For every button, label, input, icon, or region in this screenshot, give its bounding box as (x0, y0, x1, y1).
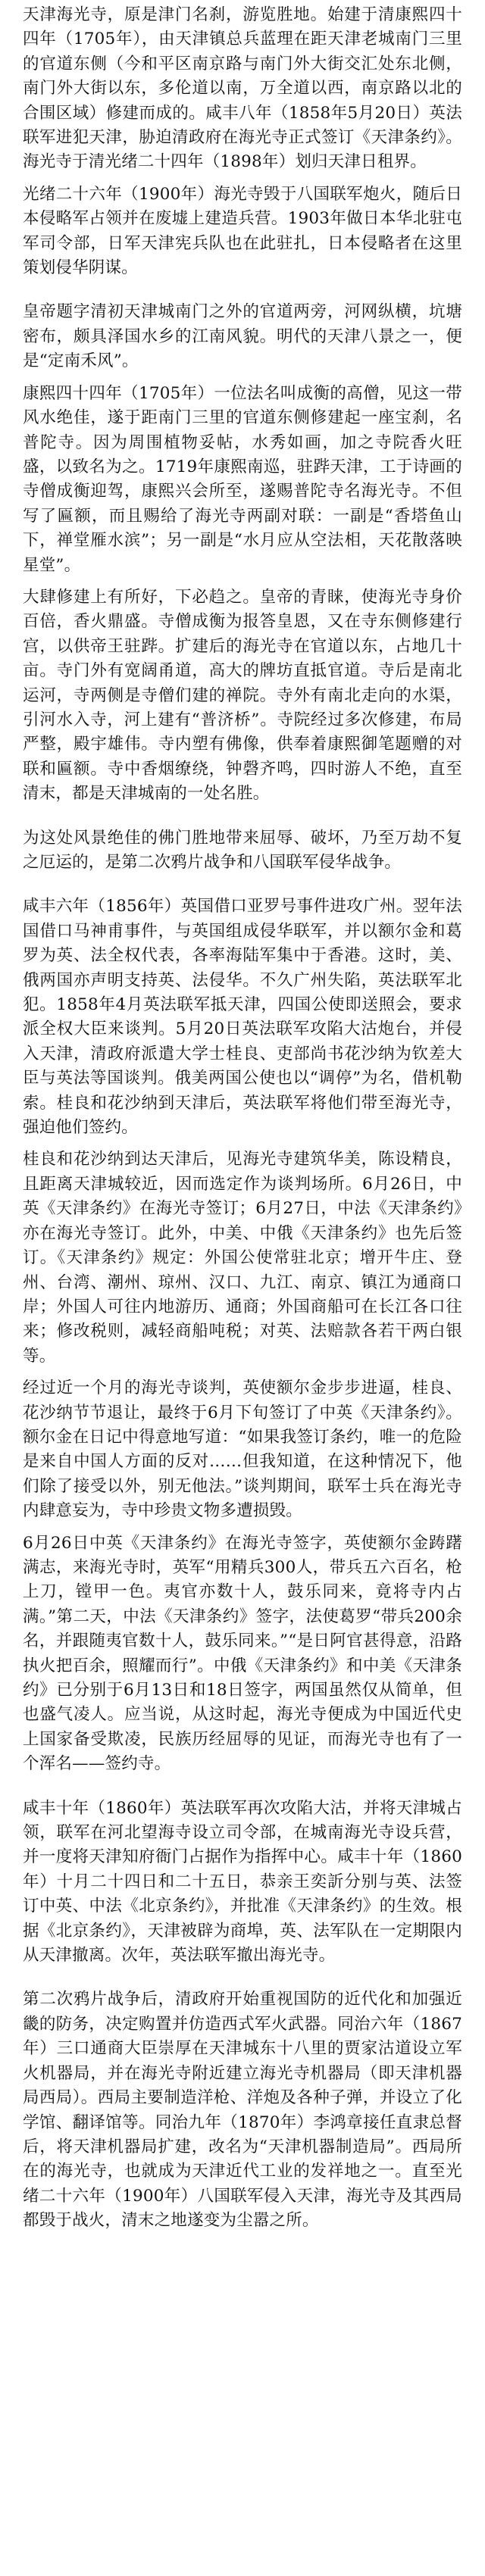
article-body (23, 3, 462, 2241)
paragraph: 咸丰六年（1856年）英国借口亚罗号事件进攻广州。翌年法国借口马神甫事件，与英国组成侵华联军，并以额尔金和葛罗为英、法全权代表，各率海陆军集中于香港。这时，美、俄两国亦声明支持英、法侵华。不久广州失陷，英法联军北犯。1858年4月英法联军抵天津，四国公使即送照会，要求派全权大臣来谈判。5月20日英法联军攻陷大沽炮台，并侵入天津，清政府派遣大学士桂良、吏部尚书花沙纳为钦差大臣与英法等国谈判。俄美两国公使也以“调停”为名，借机勒索。桂良和花沙纳到天津后，英法联军将他们带至海光寺，强迫他们签约。 (23, 897, 462, 1138)
paragraph: 桂良和花沙纳到达天津后，见海光寺建筑华美，陈设精良，且距离天津城较近，因而选定作为谈判场所。6月26日，中英《天津条约》在海光寺签订；6月27日，中法《天津条约》亦在海光寺签订。此外，中美、中俄《天津条约》也先后签订。《天津条约》规定：外国公使常驻北京；增开牛庄、登州、台湾、潮州、琼州、汉口、九江、南京、镇江为通商口岸；外国人可往内地游历、通商；外国商船可在长江各口往来；修改税则，减轻商船吨税；对英、法赔款各若干两白银等。 (23, 1150, 462, 1366)
paragraph: 经过近一个月的海光寺谈判，英使额尔金步步进逼，桂良、花沙纳节节退让，最终于6月下旬签订了中英《天津条约》。额尔金在日记中得意地写道：“如果我签订条约，唯一的危险是来自中国人方面的反对……但我知道，在这种情况下，他们除了接受以外，别无他法。”谈判期间，联军士兵在海光寺内肆意妄为，寺中珍贵文物多遭损毁。 (23, 1379, 462, 1521)
paragraph: 康熙四十四年（1705年）一位法名叫成衡的高僧，见这一带风水绝佳，遂于距南门三里的官道东侧修建起一座宝刹，名普陀寺。因为周围植物妥帖，水秀如画，加之寺院香火旺盛，以致名为之。1719年康熙南巡，驻跸天津，工于诗画的寺僧成衡迎驾，康熙兴会所至，遂赐普陀寺名海光寺。不但写了匾额，而且赐给了海光寺两副对联：一副是“香塔鱼山下，禅堂雁水滨”；另一副是“水月应从空法相，天花散落映星堂”。 (23, 383, 462, 575)
paragraph: 天津海光寺，原是津门名刹，游览胜地。始建于清康熙四十四年（1705年），由天津镇总兵蓝理在距天津老城南门三里的官道东侧（今和平区南京路与南门外大街交汇处东北侧，南门外大街以东，多伦道以南，万全道以西，南京路以北的合围区域）修建而成的。咸丰八年（1858年5月20日）英法联军进犯天津，胁迫清政府在海光寺正式签订《天津条约》。海光寺于清光绪二十四年（1898年）划归天津日租界。 (23, 5, 462, 172)
paragraph: 大肆修建上有所好，下必趋之。皇帝的青睐，使海光寺身价百倍，香火鼎盛。寺僧成衡为报答皇恩，又在寺东侧修建行宫，以供帝王驻跸。扩建后的海光寺在官道以东，占地几十亩。寺门外有宽阔甬道，高大的牌坊直抵官道。寺后是南北运河，寺两侧是寺僧们建的禅院。寺外有南北走向的水渠，引河水入寺，河上建有“普济桥”。寺院经过多次修建，布局严整，殿宇雄伟。寺内塑有佛像，供奉着康熙御笔题赠的对联和匾额。寺中香烟缭绕，钟磬齐鸣，四时游人不绝，直至清末，都是天津城南的一处名胜。 (23, 587, 462, 804)
paragraph: 为这处风景绝佳的佛门胜地带来屈辱、破坏，乃至万劫不复之厄运的，是第二次鸦片战争和八国联军侵华战争。 (23, 828, 462, 872)
paragraph: 咸丰十年（1860年）英法联军再次攻陷大沽，并将天津城占领，联军在河北望海寺设立司令部，在城南海光寺设兵营，并一度将天津知府衙门占据作为指挥中心。咸丰十年（1860年）十月二十四日和二十五日，恭亲王奕訢分别与英、法签订中英、中法《北京条约》，并批准《天津条约》的生效。根据《北京条约》，天津被辟为商埠，英、法军队在一定期限内从天津撤离。次年，英法联军撤出海光寺。 (23, 1798, 462, 1966)
paragraph: 皇帝题字清初天津城南门之外的官道两旁，河网纵横，坑塘密布，颇具泽国水乡的江南风貌。明代的天津八景之一，便是“定南禾风”。 (23, 302, 462, 371)
paragraph: 光绪二十六年（1900年）海光寺毁于八国联军炮火，随后日本侵略军占领并在废墟上建造兵营。1903年做日本华北驻屯军司令部，日军天津宪兵队也在此驻扎，日本侵略者在这里策划侵华阴谋。 (23, 184, 462, 278)
paragraph: 6月26日中英《天津条约》在海光寺签字，英使额尔金踌躇满志，来海光寺时，英军“用精兵300人，带兵五六百名，枪上刀，镗甲一色。夷官亦数十人，鼓乐同来，竟将寺内占满。”第二天，中法《天津条约》签字，法使葛罗“带兵200余名，并跟随夷官数十人，鼓乐同来。”“是日阿官甚得意，沿路执火把百余，照耀而行”。中俄《天津条约》和中美《天津条约》已分别于6月13日和18日签字，两国虽然仅从简单，但也盛气凌人。应当说，从这时起，海光寺便成为中国近代史上国家备受欺凌，民族历经屈辱的见证，而海光寺也有了一个浑名——签约寺。 (23, 1533, 462, 1774)
paragraph: 第二次鸦片战争后，清政府开始重视国防的近代化和加强近畿的防务，决定购置并仿造西式军火武器。同治六年（1867年）三口通商大臣崇厚在天津城东十八里的贾家沽道设立军火机器局，并在海光寺附近建立海光寺机器局（即天津机器局西局）。西局主要制造洋枪、洋炮及各种子弹，并设立了化学馆、翻译馆等。同治九年（1870年）李鸿章接任直隶总督后，将天津机器局扩建，改名为“天津机器制造局”。西局所在的海光寺，也就成为天津近代工业的发祥地之一。直至光绪二十六年（1900年）八国联军侵入天津，海光寺及其西局都毁于战火，清末之地遂变为尘嚣之所。 (23, 1990, 462, 2231)
